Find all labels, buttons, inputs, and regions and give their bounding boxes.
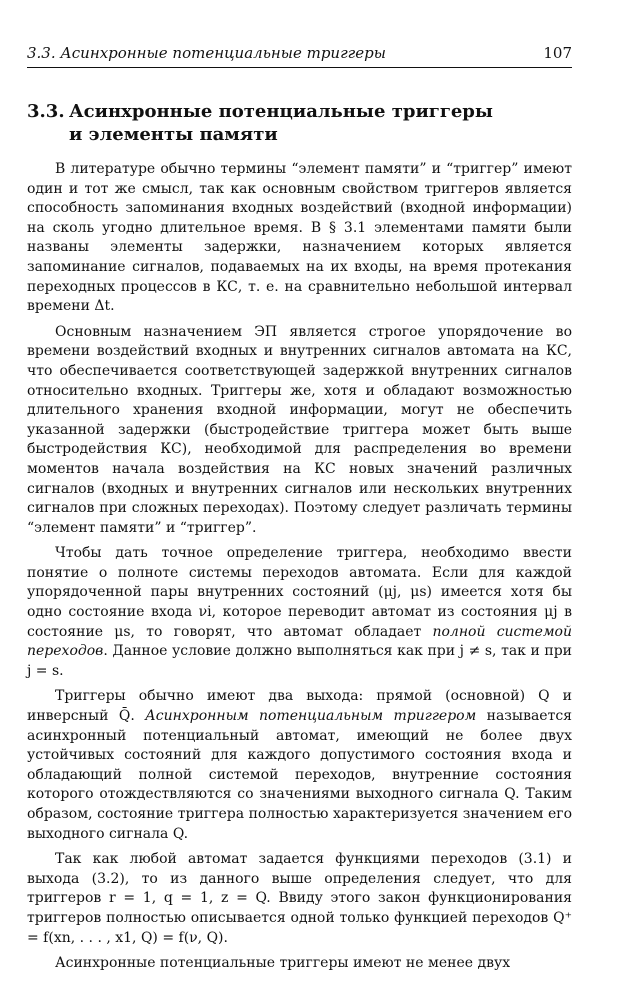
paragraph-text: называется асинхронный потенциальный автомат, имеющий не более двух устойчивых состояний для каждого допустимого состояния входа и обладающий полной системой переходов, внутренние состояния которого отождествляются со значениями выходного сигнала Q. Таким образом, состояние триггера полностью характеризуется значением его выходного сигнала Q. bbox=[27, 708, 573, 842]
paragraph-text: Чтобы дать точное определение триггера, необходимо ввести понятие о полноте системы переходов автомата. Если для каждой упорядоченной пары внутренних состояний (μj, μs) имеется хотя бы одно состояние входа νi, которое переводит автомат из состояния μj в состояние μs, то говорят, что автомат обладает bbox=[27, 545, 572, 640]
section-heading bbox=[27, 100, 572, 146]
term-emphasis: Асинхронным потенциальным триггером bbox=[145, 708, 477, 725]
section-title-line2: и элементы памяти bbox=[69, 124, 278, 145]
paragraph: В литературе обычно термины “элемент памяти” и “триггер” имеют один и тот же смысл, так как основным свойством триггеров является способность запоминания входных воздействий (входной информации) на сколь угодно длительное время. В § 3.1 элементами памяти были названы элементы задержки, назначением которых является запоминание сигналов, подаваемых на их входы, на время протекания переходных процессов в КС, т. е. на сравнительно небольшой интервал времени Δt. bbox=[27, 161, 572, 315]
paragraph: Основным назначением ЭП является строгое упорядочение во времени воздействий входных и внутренних сигналов автомата на КС, что обеспечивается соответствующей задержкой внутренних сигналов относительно входных. Триггеры же, хотя и обладают возможностью длительного хранения входной информации, могут не обеспечить указанной задержки (быстродействие триггера может быть выше быстродействия КС), необходимой для распределения во времени моментов начала воздействия на КС новых значений различных сигналов (входных и внутренних сигналов или нескольких внутренних сигналов при сложных переходах). Поэтому следует различать термины “элемент памяти” и “триггер”. bbox=[27, 323, 572, 536]
running-title: 3.3. Асинхронные потенциальные триггеры bbox=[27, 44, 386, 62]
paragraph: Асинхронные потенциальные триггеры имеют не менее двух bbox=[55, 955, 511, 972]
section-title-line1: Асинхронные потенциальные триггеры bbox=[69, 101, 493, 122]
section-number: 3.3. bbox=[27, 101, 65, 122]
paragraph bbox=[27, 544, 572, 681]
paragraph-text: . Данное условие должно выполняться как при j ≠ s, так и при j = s. bbox=[27, 643, 572, 679]
paragraph-text: Триггеры обычно имеют два выхода: прямой (основной) Q и инверсный Q̄. bbox=[27, 688, 572, 725]
paragraph: Так как любой автомат задается функциями переходов (3.1) и выхода (3.2), то из данного выше определения следует, что для триггеров r = 1, q = 1, z = Q. Ввиду этого закон функционирования триггеров полностью описывается одной только функцией переходов Q⁺ = f(xn, . . . , x1, Q) = f(ν, Q). bbox=[27, 851, 572, 946]
term-emphasis: полной системой переходов bbox=[27, 623, 573, 660]
header-rule bbox=[27, 67, 572, 68]
paragraph bbox=[27, 687, 572, 844]
running-head bbox=[27, 44, 572, 62]
page-number: 107 bbox=[543, 44, 572, 62]
body-text bbox=[27, 160, 572, 980]
